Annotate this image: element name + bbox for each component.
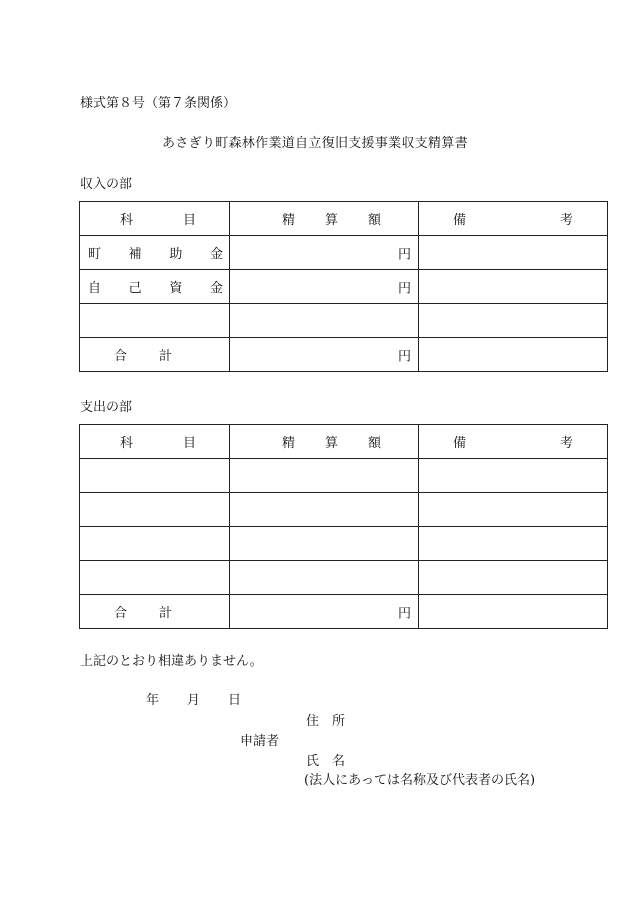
remarks-cell[interactable] [419,527,608,561]
label-char: 計 [158,606,172,621]
label-char: 金 [209,247,223,262]
header-char: 科 [120,436,134,451]
total-label [80,595,230,629]
header-remarks [419,202,608,236]
label-char: 町 [88,247,102,262]
header-remarks [419,425,608,459]
amount-cell[interactable] [230,236,419,270]
address-label: 住 所 [306,714,346,729]
yen-unit: 円 [397,606,411,621]
header-char: 備 [453,213,467,228]
document-title: あさぎり町森林作業道自立復旧支援事業収支精算書 [162,136,468,151]
header-char: 算 [324,436,338,451]
remarks-cell[interactable] [419,270,608,304]
remarks-cell[interactable] [419,236,608,270]
applicant-label: 申請者 [240,734,280,749]
header-char: 目 [182,436,196,451]
expense-section-heading: 支出の部 [80,400,133,415]
amount-cell[interactable] [230,493,419,527]
year-label: 年 [146,693,160,708]
total-amount-cell[interactable] [230,338,419,372]
table-row [80,527,608,561]
expense-table [79,424,608,629]
header-char: 備 [453,436,467,451]
day-label: 日 [228,693,242,708]
total-row [80,338,608,372]
label-char: 助 [169,247,183,262]
yen-unit: 円 [397,247,411,262]
row-label-own-funds [80,270,230,304]
label-char: 合 [114,349,128,364]
header-item [80,202,230,236]
closing-statement: 上記のとおり相違ありません。 [80,654,263,669]
month-label: 月 [187,693,201,708]
header-char: 考 [559,213,573,228]
header-item [80,425,230,459]
item-cell[interactable] [80,493,230,527]
yen-unit: 円 [397,281,411,296]
header-char: 考 [559,436,573,451]
date-line [146,694,241,707]
row-label-town-subsidy [80,236,230,270]
income-table [79,201,608,372]
header-char: 算 [324,213,338,228]
form-number: 様式第８号（第７条関係） [80,96,237,111]
income-section-heading: 収入の部 [80,177,133,192]
amount-cell[interactable] [230,459,419,493]
amount-cell[interactable] [230,304,419,338]
label-char: 己 [128,281,142,296]
amount-cell[interactable] [230,561,419,595]
label-char: 計 [158,349,172,364]
name-label: 氏 名 [306,754,346,769]
remarks-cell[interactable] [419,595,608,629]
total-row [80,595,608,629]
label-char: 資 [169,281,183,296]
item-cell[interactable] [80,459,230,493]
table-row [80,493,608,527]
total-label [80,338,230,372]
label-char: 補 [128,247,142,262]
remarks-cell[interactable] [419,561,608,595]
header-char: 額 [367,213,381,228]
remarks-cell[interactable] [419,493,608,527]
table-row [80,236,608,270]
header-amount [230,202,419,236]
name-note: (法人にあっては名称及び代表者の氏名) [304,773,536,788]
header-amount [230,425,419,459]
yen-unit: 円 [397,349,411,364]
item-cell[interactable] [80,304,230,338]
item-cell[interactable] [80,527,230,561]
header-char: 額 [367,436,381,451]
total-amount-cell[interactable] [230,595,419,629]
label-char: 金 [209,281,223,296]
label-char: 自 [88,281,102,296]
header-char: 精 [282,436,296,451]
item-cell[interactable] [80,561,230,595]
remarks-cell[interactable] [419,459,608,493]
table-row [80,561,608,595]
remarks-cell[interactable] [419,338,608,372]
remarks-cell[interactable] [419,304,608,338]
amount-cell[interactable] [230,270,419,304]
header-char: 目 [182,213,196,228]
table-row [80,304,608,338]
table-row [80,459,608,493]
label-char: 合 [114,606,128,621]
income-header-row [80,202,608,236]
amount-cell[interactable] [230,527,419,561]
header-char: 科 [120,213,134,228]
table-row [80,270,608,304]
header-char: 精 [282,213,296,228]
expense-header-row [80,425,608,459]
